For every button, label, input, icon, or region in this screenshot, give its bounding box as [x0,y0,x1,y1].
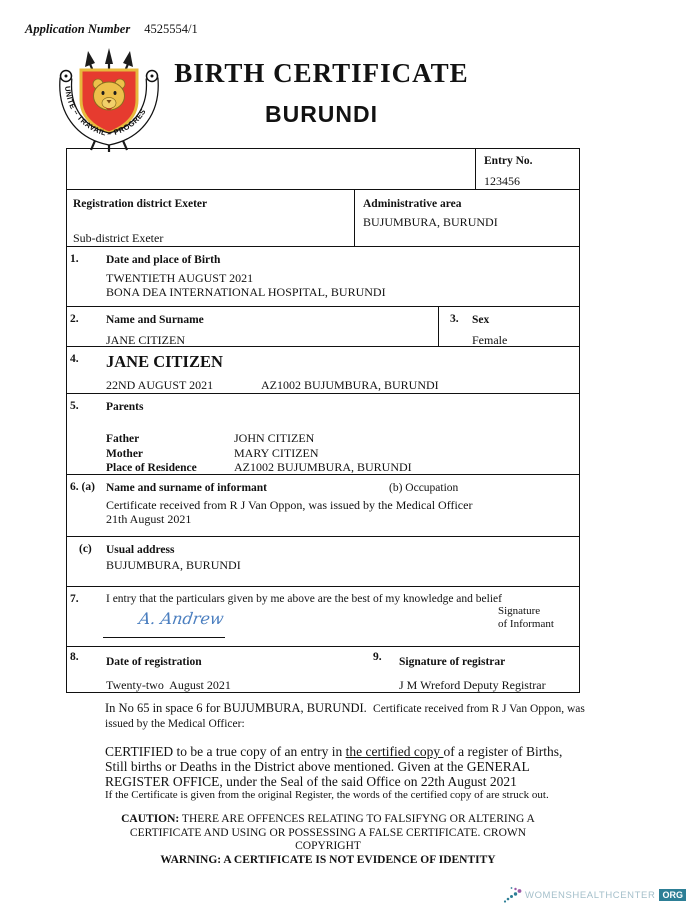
watermark-tld: ORG [659,889,686,902]
certificate-small-note: If the Certificate is given from the original Register, the words of the certified copy of are struck out. [105,789,549,801]
section-number: 3. [450,313,459,325]
caution-block [98,813,558,867]
section-number: 1. [70,253,79,265]
father-line [106,432,579,447]
signature-caption [498,605,554,631]
mother-line [106,447,579,462]
declaration-row [67,586,579,646]
sub-district: Sub-district Exeter [73,231,164,245]
page-subtitle: BURUNDI [264,101,379,127]
entry-number-row [67,149,579,189]
application-number-label: Application Number [25,22,131,36]
district-row [67,189,579,246]
parents-row [67,393,579,474]
footer-note-1 [105,701,585,731]
sex-label: Sex [472,314,490,326]
blank-cell [67,149,475,189]
certified-text-post: of a register of Births, Still births or Deaths in the District above mentioned. Given at the GENERAL REGISTER OFFICE, under the Seal of the said Office on 22th August 2021 [105,744,563,789]
registration-row [67,646,579,692]
name-surname-cell [67,307,438,346]
entry-no-value: 123456 [484,174,520,188]
mother-label: Mother [106,447,144,460]
section-number: 8. [70,651,79,663]
entry-number-cell [475,149,579,189]
page-title: BIRTH CERTIFICATE [174,58,469,88]
informant-row [67,474,579,536]
informant-label: Name and surname of informant [106,482,267,494]
signature-caption-line2: of Informant [498,618,554,630]
caution-label: CAUTION: [121,813,180,825]
birth-date-place-row [67,246,579,306]
section-number: (c) [79,543,92,555]
sex-cell [438,307,579,346]
name-sex-row [67,306,579,346]
registrar-signature-label: Signature of registrar [399,656,506,668]
caution-rest: THERE ARE OFFENCES RELATING TO FALSIFYNG OR ALTERING A CERTIFICATE AND USING OR POSSESSING A FALSE CERTIFICATE. CROWN COPYRIGHT [129,813,535,852]
emblem-motto: UNITE ~ TRAVAIL ~ PROGRES [63,85,148,139]
watermark-text: WOMENSHEALTHCENTER [525,889,656,901]
application-number-value: 4525554/1 [144,22,198,36]
womenshealthcenter-watermark [503,886,686,904]
date-of-registration-label: Date of registration [106,656,202,668]
footer-note-1b: Certificate received from R J Van Oppon, was issued by the Medical Officer: [105,703,585,730]
residence-label: Place of Residence [106,462,197,474]
child-name: JANE CITIZEN [106,352,223,371]
sex-value: Female [472,333,508,347]
child-address: AZ1002 BUJUMBURA, BURUNDI [261,378,439,392]
birth-date-place-label: Date and place of Birth [106,254,221,266]
section-number: 4. [70,353,79,365]
father-name: JOHN CITIZEN [234,431,315,445]
certificate-table [66,148,580,693]
birth-place: BONA DEA INTERNATIONAL HOSPITAL, BURUNDI [106,285,386,299]
registration-district: Registration district Exeter [73,198,208,210]
parents-label: Parents [106,401,144,413]
application-number-line [25,22,198,37]
signature-caption-line1: Signature [498,605,541,617]
birth-date: TWENTIETH AUGUST 2021 [106,271,254,285]
section-number: 6. (a) [70,481,95,493]
registration-district-cell [67,190,354,246]
usual-address-value: BUJUMBURA, BURUNDI [106,558,241,572]
footer-note-1a: In No 65 in space 6 for BUJUMBURA, BURUNDI. [105,701,374,715]
administrative-area-label: Administrative area [363,198,462,210]
declaration-text: I entry that the particulars given by me above are the best of my knowledge and belief [106,593,502,605]
certified-copy-underlined: the certified copy [345,744,444,759]
date-of-registration-cell [67,647,373,692]
informant-signature: A. Andrew [137,609,225,628]
registration-date: 22ND AUGUST 2021 [106,378,214,392]
usual-address-label: Usual address [106,544,175,556]
residence-value: AZ1002 BUJUMBURA, BURUNDI [234,460,412,474]
administrative-area-value: BUJUMBURA, BURUNDI [363,215,498,229]
name-surname-label: Name and Surname [106,314,204,326]
certified-text-pre: CERTIFIED to be a true copy of an entry in [105,744,346,759]
caution-text [98,813,558,854]
entry-no-label: Entry No. [484,155,533,167]
usual-address-row [67,536,579,586]
dots-logo-icon [503,886,523,904]
father-label: Father [106,433,140,445]
child-name-row [67,346,579,393]
administrative-area-cell [354,190,579,246]
date-of-registration-value: Twenty-two August 2021 [106,678,231,692]
signature-line [103,637,225,638]
name-surname-value: JANE CITIZEN [106,333,185,347]
mother-name: MARY CITIZEN [234,445,319,460]
section-number: 2. [70,313,79,325]
occupation-label: (b) Occupation [389,482,459,494]
informant-line2: 21th August 2021 [106,512,192,526]
informant-line1: Certificate received from R J Van Oppon, was issued by the Medical Officer [106,498,473,512]
registrar-signature-cell [373,647,579,692]
certified-paragraph [105,744,583,789]
registrar-signature-value: J M Wreford Deputy Registrar [399,678,546,692]
section-number: 5. [70,400,79,412]
warning-text: WARNING: A CERTIFICATE IS NOT EVIDENCE OF IDENTITY [160,853,496,866]
section-number: 9. [373,651,382,663]
section-number: 7. [70,593,79,605]
